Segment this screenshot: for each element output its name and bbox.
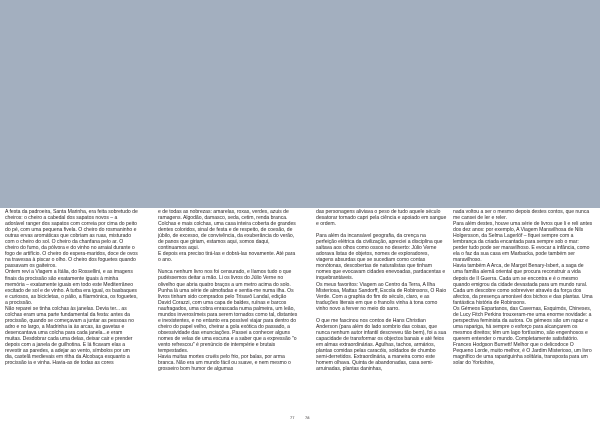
- paragraph: das personagens aliviava o peso de tudo aquele século desatorar tornado capri pela ciência e apoiado em sangue e ordem.: [316, 209, 447, 228]
- paragraph: Nunca nenhum livro nos foi censurado, e líamos tudo o que pudéssemos deitar a mão. Li os livros do Júlio Verne no olivelho que abria quatro braços a um metro acima do solo. Punha lá uma série de almofadas e sentia-me numa ilha. Os livros tinham sido comprados pelo Trisavô Landal, edição David Corazzi, com uma capa de baldes, ruínas e barcos naufragados, uma cobra enrascada numa palmeira, um leão, mundos inverosímeis para serem tornados como tal, distantes e inexistentes, e no entanto era possível viajar para dentro do cheiro do papel velho, cheirar a gola exótica do passado, a obsessividade das enunciações. Passei a conhecer alguns nomes de velas de uma escuna e a saber que a expressão "o vento refrescou" é prenúncio de intempérie e brutais tempestades.: [158, 269, 298, 355]
- text-column-3: [316, 209, 447, 421]
- paragraph: E depois era preciso tirá-las e dobrá-las novamente. Até para o ano.: [158, 251, 296, 264]
- paragraph: Havia muitas mortes cruéis pelo frio, por balas, por arma branca. Não era um mundo fácil ou suave, e nem mesmo o grosseiro bom humor de algumas: [158, 354, 291, 373]
- page-number-right: 78: [305, 415, 310, 420]
- paragraph: Ontem revi a Viagem a Itália, do Rossellini, e as imagens finais da procissão são exatamente iguais à minha memória – exatamente iguais em todo este Mediterrâneo excitado de sol e de vinho. A turba era igual, os basbaques e curiosos, as bicicletas, o pálio, a filarmónica, os foguetes, a procissão.: [5, 269, 138, 306]
- paragraph: e de todas as nobrezas: amarelas, roxas, verdes, azuis de ramagens. Algodão, damasco, seda, cetim, renda branca. Colchas e mais colchas, uma casa inteira coberta de grandes dentes coloridos, sinal de festa e de respeito, de coesão, de júbilo, de excesso, de convivência, da exuberância do verão, de panos que giriam, estamos aqui, somos daqui, continuamos aqui.: [158, 209, 296, 252]
- paragraph: Para além destes, houve uma série de livros que li e reli antes dos dez anos: por exemplo, A Viagem Maravilhosa de Nils Holgersson, da Selma Lagerlöf – fiquei sempre com a lembrança da criada encantada para sempre sob o mar: perder tudo pode ser maravilhoso. E evocar a infância, como ela o faz da sua casa em Marbacka, pode também ser maravilhoso.: [453, 221, 593, 264]
- paragraph: A festa da padroeira, Santa Marinha, era feita sobretudo de cheiros: o cheiro a cabedal dos sapatos novos – a adorável ranger dos sapatos com correia por cima do peito do pé, com uma pequena fivela. O cheiro do rosmaninho e outras ervas aromáticas que cobriam as ruas, misturado com o cheiro do sol. O cheiro da chanfana pelo ar. O cheiro do fumo, da pólvora e do vinho no arraial durante o fogo de artifício. O cheiro do espera-maridos, doce de ovos na travessa à piscar o olho. O cheiro dos foguetes quando passavam os gaiteiros.: [5, 209, 138, 270]
- paragraph: Havia também A Arca, de Margot Benary-Isbert, a saga de uma família alemã oriental que procura reconstruir a vida depois de II Guerra. Cada um se encontra e é o mesmo quando emigrou da cidade devastada para um mundo rural. Cada um descobre como sobreviver através da força dos afectos, da presença amorável dos bichos e das plantas. Uma fantástica história de Robinsons.: [453, 263, 593, 306]
- paragraph: Os meus favoritos: Viagem ao Centro da Terra, A Ilha Misteriosa, Mattas Sandorff, Escola de Robinsons, O Raio Verde. Com a graphia do fim do século, claro, e as traduções literais em que o francês vinha à tona como vinho novo a ferver no meio do sarro.: [316, 281, 447, 312]
- paragraph: O que me fascinou nos contos de Hans Christian Anderson (para além do lado sombrio das coisas, que nunca nenhum autor infantil descreveu tão bem), foi a sua capacidade de transformar os objectos banais e até feios em almas extraordinárias. Agulhas, tachos, armários, plantas comidas pelas caracóis, soldados de chumbo semi-derretidos. Extraordinária, a maneira como este homem olhava. Quinta de abandonadas, casa semi-arruinadas, plantas daninhas,: [316, 317, 447, 373]
- paragraph: Os Gémeos Espartanos, das Cavernas, Esquimós, Chineses, de Lucy Fitch Perkins trouxeram-me uma enorme novidade: a perspectiva feminista da autora. Os gémeos são um rapaz e uma rapariga, há sempre o esforço para alcançarem os mesmos direitos; têm um lago fortíssimo, são engenhosos e querem entender o mundo. Completamente satisfatório.: [453, 305, 592, 342]
- paragraph: Não reparei se tinha colchas às janelas. Devia ter... as colchas eram uma parte fundamental da festa: antes da procissão, quando se começavam a juntar as pessoas no adro e no largo, a Madrinha ia às arcas, às gavetas e desencantava uma colcha para cada janela...e eram muitas. Desdobrar cada uma delas, deixar cair e prender depois com a janela de guilhotina. E lá ficavam elas a revestir as paredes, a adejar ao vento, símbolos por um dia, castelã medievais em ritha da Alcobaça esquanto a procissão ia e vinha. Havia-as de todas as cores: [5, 305, 134, 367]
- paragraph: nada voltou a ser o mesmo depois destes contos, que nunca me cansei de ler e reler.: [453, 209, 590, 222]
- paragraph: Para além da incansável geografia, da crença na perfeição elétrica da civilização, apreciei a disciplina que saltava aos olhos como ossos no deserto: Júlio Verne adorava listas de objetos, nomes de exploradores, viagens absurdas que se sucediam como contas monótonas, descobertas de naturalistas que tinham nomes que evocavam cidades enevoadas, pardacentas e inquebrantáveis.: [316, 233, 446, 282]
- text-column-4: [453, 209, 594, 421]
- text-column-2: [158, 209, 298, 421]
- header-image-banner: [0, 0, 600, 208]
- page-number-left: 77: [290, 415, 295, 420]
- paragraph: Frances Hodgson Burnett! Melhor que o delicodoce O Pequeno Lorde, muito melhor, é O Jardim Misterioso, um livro magnífico de uma rapariguinha solitária, transposta para um solar do Yorkshire,: [453, 342, 592, 367]
- text-column-1: [5, 209, 138, 421]
